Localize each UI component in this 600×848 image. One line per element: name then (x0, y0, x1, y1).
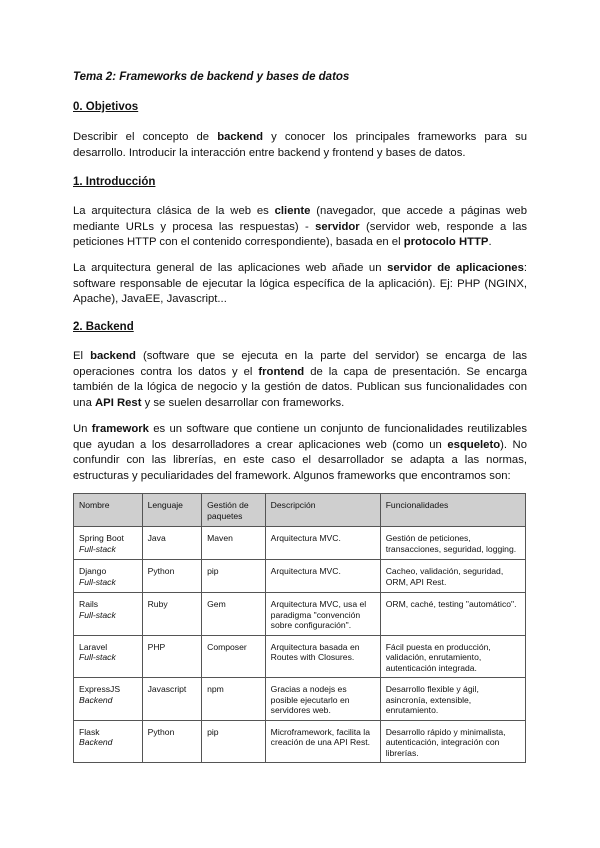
cell-name: Laravel Full-stack (74, 635, 143, 678)
cell-lang: Python (142, 720, 202, 763)
cell-pkg: npm (202, 678, 266, 721)
cell-pkg: Composer (202, 635, 266, 678)
cell-desc: Arquitectura basada en Routes with Closures. (265, 635, 380, 678)
cell-func: Fácil puesta en producción, validación, enrutamiento, autenticación integrada. (380, 635, 525, 678)
cell-name: Spring Boot Full-stack (74, 527, 143, 560)
cell-desc: Microframework, facilita la creación de una API Rest. (265, 720, 380, 763)
cell-desc: Arquitectura MVC, usa el paradigma "convención sobre configuración". (265, 593, 380, 636)
cell-lang: PHP (142, 635, 202, 678)
document-title: Tema 2: Frameworks de backend y bases de datos (73, 71, 350, 83)
cell-pkg: pip (202, 560, 266, 593)
cell-pkg: Maven (202, 527, 266, 560)
cell-name: Rails Full-stack (74, 593, 143, 636)
table-row (74, 720, 526, 763)
column-header-lenguaje: Lenguaje (142, 494, 202, 527)
cell-name: Flask Backend (74, 720, 143, 763)
cell-lang: Python (142, 560, 202, 593)
table-row (74, 527, 526, 560)
column-header-funcionalidades: Funcionalidades (380, 494, 525, 527)
table-row (74, 678, 526, 721)
cell-func: Cacheo, validación, seguridad, ORM, API Rest. (380, 560, 525, 593)
table-row (74, 560, 526, 593)
cell-desc: Gracias a nodejs es posible ejecutarlo en servidores web. (265, 678, 380, 721)
column-header-nombre: Nombre (74, 494, 143, 527)
cell-func: Desarrollo rápido y minimalista, autenticación, integración con librerías. (380, 720, 525, 763)
paragraph-objetivos: Describir el concepto de backend y conocer los principales frameworks para su desarrollo. Introducir la interacción entre backend y frontend y bases de datos. (73, 131, 527, 159)
cell-name: Django Full-stack (74, 560, 143, 593)
cell-desc: Arquitectura MVC. (265, 527, 380, 560)
cell-pkg: pip (202, 720, 266, 763)
table-header-row (74, 494, 526, 527)
heading-introduccion: 1. Introducción (73, 176, 156, 188)
cell-lang: Java (142, 527, 202, 560)
cell-pkg: Gem (202, 593, 266, 636)
table-row (74, 635, 526, 678)
column-header-descripcion: Descripción (265, 494, 380, 527)
paragraph-introduccion-2: La arquitectura general de las aplicaciones web añade un servidor de aplicaciones: software responsable de ejecutar la lógica específica de la aplicación). Ej: PHP (NGINX, Apache), JavaEE, Javascript... (73, 262, 527, 305)
column-header-gestion: Gestión de paquetes (202, 494, 266, 527)
cell-name: ExpressJS Backend (74, 678, 143, 721)
cell-lang: Javascript (142, 678, 202, 721)
cell-desc: Arquitectura MVC. (265, 560, 380, 593)
paragraph-backend-2: Un framework es un software que contiene un conjunto de funcionalidades reutilizables que ayudan a los desarrolladores a crear aplicaciones web (como un esqueleto). No confundir con las librerías, en este caso el desarrollador se adapta a las normas, estructuras y peculiaridades del framework. Algunos frameworks que encontramos son: (73, 423, 527, 482)
cell-lang: Ruby (142, 593, 202, 636)
heading-backend: 2. Backend (73, 321, 134, 333)
heading-objetivos: 0. Objetivos (73, 101, 139, 113)
table-row (74, 593, 526, 636)
cell-func: ORM, caché, testing "automático". (380, 593, 525, 636)
cell-func: Gestión de peticiones, transacciones, seguridad, logging. (380, 527, 525, 560)
cell-func: Desarrollo flexible y ágil, asincronía, extensible, enrutamiento. (380, 678, 525, 721)
paragraph-introduccion-1: La arquitectura clásica de la web es cliente (navegador, que accede a páginas web mediante URLs y procesa las respuestas) - servidor (servidor web, responde a las peticiones HTTP con el contenido correspondiente), basada en el protocolo HTTP. (73, 205, 527, 248)
frameworks-table (73, 493, 526, 763)
paragraph-backend-1: El backend (software que se ejecuta en la parte del servidor) se encarga de las operaciones contra los datos y el frontend de la capa de presentación. Se encarga también de la lógica de negocio y la gestión de datos. Publican sus funcionalidades con una API Rest y se suelen desarrollar con frameworks. (73, 350, 528, 409)
